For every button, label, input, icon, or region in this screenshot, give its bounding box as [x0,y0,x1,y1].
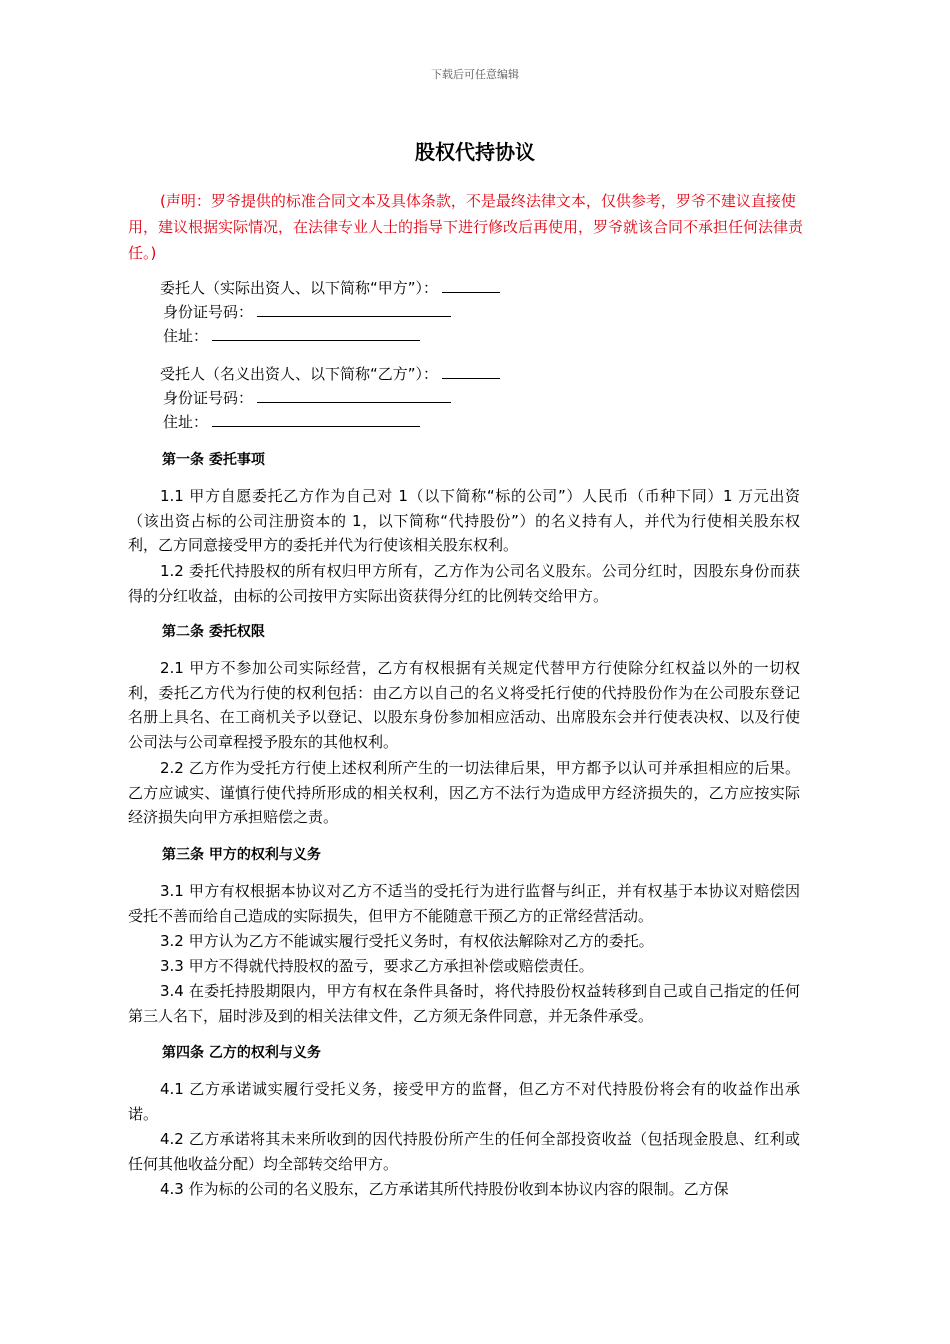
article-4-title: 第四条 乙方的权利与义务 [162,1045,321,1061]
document-title: 股权代持协议 [415,140,535,164]
principal-line [160,276,500,299]
article-1-title: 第一条 委托事项 [162,452,265,468]
nominee-line [160,362,500,385]
nominee-label: 受托人（名义出资人、以下简称“乙方”）： [160,365,439,383]
article-3-para-2: 3.2 甲方认为乙方不能诚实履行受托义务时，有权依法解除对乙方的委托。 [160,932,654,950]
nominee-id-label: 身份证号码： [163,389,254,407]
nominee-address-label: 住址： [163,413,209,431]
article-3-title: 第三条 甲方的权利与义务 [162,847,321,863]
article-3-para-3: 3.3 甲方不得就代持股权的盈亏，要求乙方承担补偿或赔偿责任。 [160,957,594,975]
nominee-address-blank [212,410,420,427]
principal-id-blank [257,300,451,317]
article-3-para-1: 3.1 甲方有权根据本协议对乙方不适当的受托行为进行监督与纠正，并有权基于本协议对赔偿因受托不善而给自己造成的实际损失，但甲方不能随意干预乙方的正常经营活动。 [128,882,800,925]
nominee-id-blank [257,386,451,403]
nominee-address-line [163,410,420,433]
disclaimer: (声明：罗爷提供的标准合同文本及具体条款，不是最终法律文本，仅供参考，罗爷不建议直接使用，建议根据实际情况，在法律专业人士的指导下进行修改后再使用，罗爷就该合同不承担任何法律责任。) [128,192,804,262]
article-2-para-2: 2.2 乙方作为受托方行使上述权利所产生的一切法律后果，甲方都予以认可并承担相应的后果。乙方应诚实、谨慎行使代持所形成的相关权利，因乙方不法行为造成甲方经济损失的，乙方应按实际经济损失向甲方承担赔偿之责。 [128,759,800,826]
article-1-para-2: 1.2 委托代持股权的所有权归甲方所有，乙方作为公司名义股东。公司分红时，因股东身份而获得的分红收益，由标的公司按甲方实际出资获得分红的比例转交给甲方。 [128,562,800,605]
article-4-para-1: 4.1 乙方承诺诚实履行受托义务，接受甲方的监督，但乙方不对代持股份将会有的收益作出承诺。 [128,1080,800,1123]
header-note: 下载后可任意编辑 [431,68,519,81]
principal-id-line [163,300,451,323]
article-3-para-4: 3.4 在委托持股期限内，甲方有权在条件具备时，将代持股份权益转移到自己或自己指定的任何第三人名下，届时涉及到的相关法律文件，乙方须无条件同意，并无条件承受。 [128,982,800,1025]
article-4-para-2: 4.2 乙方承诺将其未来所收到的因代持股份所产生的任何全部投资收益（包括现金股息、红利或任何其他收益分配）均全部转交给甲方。 [128,1130,800,1173]
principal-address-label: 住址： [163,327,209,345]
principal-id-label: 身份证号码： [163,303,254,321]
nominee-id-line [163,386,451,409]
principal-label: 委托人（实际出资人、以下简称“甲方”）： [160,279,439,297]
article-4-para-3: 4.3 作为标的公司的名义股东，乙方承诺其所代持股份收到本协议内容的限制。乙方保 [160,1180,729,1198]
article-1-para-1: 1.1 甲方自愿委托乙方作为自己对 1（以下简称“标的公司”）人民币（币种下同）1 万元出资（该出资占标的公司注册资本的 1，以下简称“代持股份”）的名义持有人，并代为行使相关股东权利，乙方同意接受甲方的委托并代为行使该相关股东权利。 [128,487,800,554]
principal-address-line [163,324,420,347]
principal-address-blank [212,324,420,341]
principal-name-blank [442,276,500,293]
nominee-name-blank [442,362,500,379]
article-2-title: 第二条 委托权限 [162,624,265,640]
article-2-para-1: 2.1 甲方不参加公司实际经营，乙方有权根据有关规定代替甲方行使除分红权益以外的一切权利，委托乙方代为行使的权利包括：由乙方以自己的名义将受托行使的代持股份作为在公司股东登记名册上具名、在工商机关予以登记、以股东身份参加相应活动、出席股东会并行使表决权、以及行使公司法与公司章程授予股东的其他权利。 [128,659,800,751]
